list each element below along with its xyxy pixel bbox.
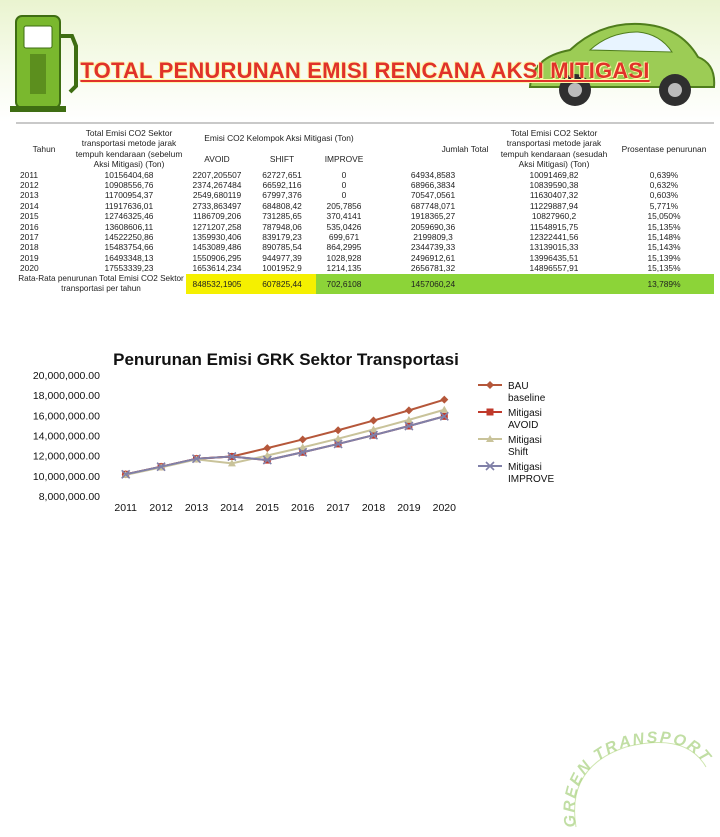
cell-pct: 5,771% <box>649 200 679 211</box>
cell-pct: 15,143% <box>647 242 681 253</box>
cell-improve: 0 <box>341 190 347 201</box>
cell-shift: 684808,42 <box>262 200 302 211</box>
y-tick-label: 10,000,000.00 <box>32 470 100 483</box>
table-row <box>16 170 714 180</box>
data-point <box>299 435 307 443</box>
emission-line-chart <box>0 335 720 540</box>
cell-after: 13996435,51 <box>529 252 579 263</box>
average-row <box>16 274 714 294</box>
header-total-before: Total Emisi CO2 Sektor transportasi metode jarak tempuh kendaraan (sebelum Aksi Mitigasi) (Ton) <box>75 128 183 170</box>
legend-label: Mitigasi <box>508 408 542 419</box>
cell-pct: 0,603% <box>649 190 679 201</box>
cell-before: 16493348,13 <box>104 252 154 263</box>
cell-after: 10827960,2 <box>531 211 577 222</box>
cell-avoid: 1359930,406 <box>192 232 242 243</box>
legend-label: AVOID <box>508 420 539 431</box>
data-point <box>370 417 378 425</box>
cell-improve: 0 <box>341 169 347 180</box>
cell-pct: 15,135% <box>647 263 681 274</box>
emission-table-panel <box>16 122 714 336</box>
x-tick-label: 2015 <box>255 502 279 514</box>
cell-year: 2011 <box>20 169 39 180</box>
cell-pct: 0,632% <box>649 180 679 191</box>
x-tick-label: 2014 <box>220 502 244 514</box>
average-jumlah: 1457060,24 <box>372 274 494 294</box>
data-point <box>440 406 448 413</box>
cell-after: 11630407,32 <box>529 190 579 201</box>
cell-improve: 1214,135 <box>326 263 362 274</box>
legend-item <box>478 435 542 458</box>
x-tick-label: 2013 <box>184 502 209 514</box>
cell-avoid: 1550906,295 <box>192 252 242 263</box>
data-point <box>334 426 342 434</box>
x-axis <box>114 502 456 514</box>
cell-shift: 66592,116 <box>262 180 302 191</box>
average-shift: 607825,44 <box>248 274 316 294</box>
series-line <box>126 410 445 475</box>
cell-pct: 15,135% <box>647 221 681 232</box>
cell-improve: 699,671 <box>328 232 360 243</box>
cell-year: 2013 <box>20 190 39 201</box>
cell-year: 2018 <box>20 242 39 253</box>
header-total-after: Total Emisi CO2 Sektor transportasi metode jarak tempuh kendaraan (sesudah Aksi Mitigasi) (Ton) <box>500 128 608 170</box>
cell-improve: 0 <box>341 180 347 191</box>
average-improve: 702,6108 <box>316 274 372 294</box>
cell-after: 14896557,91 <box>529 263 579 274</box>
x-tick-label: 2016 <box>291 502 315 514</box>
y-tick-label: 14,000,000.00 <box>32 430 100 443</box>
table-row <box>16 242 714 252</box>
cell-before: 10908556,76 <box>104 180 154 191</box>
cell-before: 14522250,86 <box>104 232 154 243</box>
cell-year: 2019 <box>20 252 39 263</box>
header-prosentase: Prosentase penurunan <box>621 143 707 154</box>
header-group: Emisi CO2 Kelompok Aksi Mitigasi (Ton) <box>204 133 354 144</box>
emission-table <box>16 128 714 294</box>
data-point <box>405 406 413 414</box>
cell-avoid: 1653614,234 <box>192 263 242 274</box>
cell-avoid: 1186709,206 <box>192 211 242 222</box>
cell-shift: 944977,39 <box>262 252 302 263</box>
average-pct: 13,789% <box>614 274 714 294</box>
table-row <box>16 211 714 221</box>
cell-jumlah: 64934,8583 <box>410 169 456 180</box>
cell-before: 17553339,23 <box>104 263 154 274</box>
cell-shift: 731285,65 <box>262 211 302 222</box>
cell-after: 10091469,82 <box>529 169 579 180</box>
data-point <box>487 409 494 416</box>
cell-improve: 535,0426 <box>326 221 362 232</box>
table-row <box>16 253 714 263</box>
legend-label: Mitigasi <box>508 435 542 446</box>
cell-before: 11700954,37 <box>104 190 154 201</box>
cell-shift: 1001952,9 <box>262 263 302 274</box>
y-axis <box>33 370 100 503</box>
cell-year: 2012 <box>20 180 39 191</box>
cell-avoid: 2374,267484 <box>192 180 242 191</box>
cell-before: 10156404,68 <box>104 169 154 180</box>
cell-after: 12322441,56 <box>529 232 579 243</box>
green-transport-logo <box>556 727 716 837</box>
cell-before: 12746325,46 <box>104 211 154 222</box>
header-shift: SHIFT <box>269 154 295 165</box>
cell-avoid: 2549,680119 <box>192 190 242 201</box>
cell-year: 2016 <box>20 221 39 232</box>
cell-jumlah: 1918365,27 <box>410 211 456 222</box>
header-improve: IMPROVE <box>324 154 364 165</box>
x-tick-label: 2011 <box>114 502 137 514</box>
average-blank <box>494 274 614 294</box>
average-label: Rata-Rata penurunan Total Emisi CO2 Sektor transportasi per tahun <box>18 273 184 293</box>
x-tick-label: 2020 <box>432 502 456 514</box>
header-avoid: AVOID <box>204 154 230 165</box>
series-lines <box>122 396 449 479</box>
cell-jumlah: 68966,3834 <box>410 180 456 191</box>
table-row <box>16 232 714 242</box>
cell-jumlah: 2344739,33 <box>410 242 456 253</box>
table-body <box>16 170 714 294</box>
y-tick-label: 12,000,000.00 <box>32 450 100 463</box>
cell-improve: 1028,928 <box>326 252 362 263</box>
legend-item <box>478 381 546 404</box>
cell-pct: 15,139% <box>647 252 681 263</box>
legend-label: BAU <box>508 381 529 392</box>
cell-avoid: 1453089,486 <box>192 242 242 253</box>
cell-after: 10839590,38 <box>529 180 579 191</box>
data-point <box>486 381 494 389</box>
chart-legend <box>478 381 554 485</box>
y-tick-label: 16,000,000.00 <box>32 410 100 423</box>
slide-title: TOTAL PENURUNAN EMISI RENCANA AKSI MITIGASI <box>80 58 650 83</box>
cell-avoid: 2207,205507 <box>192 169 242 180</box>
cell-shift: 62727,651 <box>262 169 302 180</box>
cell-year: 2020 <box>20 263 39 274</box>
legend-label: IMPROVE <box>508 474 555 485</box>
legend-label: Mitigasi <box>508 462 542 473</box>
cell-jumlah: 2496912,61 <box>410 252 456 263</box>
legend-label: baseline <box>508 393 546 404</box>
x-tick-label: 2012 <box>149 502 173 514</box>
chart-title: Penurunan Emisi GRK Sektor Transportasi <box>113 350 459 369</box>
cell-pct: 15,050% <box>647 211 681 222</box>
cell-improve: 864,2995 <box>326 242 362 253</box>
cell-pct: 15,148% <box>647 232 681 243</box>
x-tick-label: 2017 <box>326 502 350 514</box>
cell-jumlah: 70547,0561 <box>410 190 456 201</box>
legend-item <box>478 462 554 485</box>
cell-avoid: 1271207,258 <box>192 221 242 232</box>
table-row <box>16 190 714 200</box>
table-row <box>16 201 714 211</box>
cell-shift: 839179,23 <box>262 232 302 243</box>
header-jumlah <box>372 128 436 170</box>
legend-label: Shift <box>508 447 529 458</box>
cell-shift: 67997,376 <box>262 190 302 201</box>
cell-jumlah: 2199809,3 <box>413 232 453 243</box>
cell-improve: 370,4141 <box>326 211 362 222</box>
cell-shift: 787948,06 <box>262 221 302 232</box>
cell-shift: 890785,54 <box>262 242 302 253</box>
cell-year: 2015 <box>20 211 39 222</box>
cell-jumlah: 2059690,36 <box>410 221 456 232</box>
cell-year: 2014 <box>20 200 39 211</box>
cell-after: 13139015,33 <box>529 242 579 253</box>
cell-year: 2017 <box>20 232 39 243</box>
legend-item <box>478 408 542 431</box>
header-jumlah-label: Jumlah Total <box>441 143 489 154</box>
cell-before: 11917636,01 <box>104 200 154 211</box>
series-line <box>126 416 445 474</box>
cell-after: 11229887,94 <box>529 200 579 211</box>
table-row <box>16 263 714 273</box>
cell-before: 13608606,11 <box>104 221 154 232</box>
chart-area <box>0 335 720 829</box>
x-tick-label: 2018 <box>361 502 386 514</box>
cell-jumlah: 687748,071 <box>410 200 456 211</box>
data-point <box>263 444 271 452</box>
table-row <box>16 222 714 232</box>
cell-before: 15483754,66 <box>104 242 154 253</box>
x-tick-label: 2019 <box>397 502 421 514</box>
average-avoid: 848532,1905 <box>186 274 248 294</box>
y-tick-label: 20,000,000.00 <box>32 370 100 382</box>
y-tick-label: 18,000,000.00 <box>32 390 100 403</box>
y-tick-label: 8,000,000.00 <box>38 491 100 503</box>
cell-jumlah: 2656781,32 <box>410 263 456 274</box>
header-tahun: Tahun <box>32 143 56 154</box>
data-point <box>440 396 448 404</box>
series-3 <box>122 406 449 478</box>
table-row <box>16 180 714 190</box>
slide-header <box>0 0 720 122</box>
cell-avoid: 2733,863497 <box>192 200 242 211</box>
svg-text:GREEN TRANSPORT: GREEN TRANSPORT <box>561 729 715 829</box>
cell-improve: 205,7856 <box>326 200 362 211</box>
cell-after: 11548915,75 <box>529 221 579 232</box>
cell-pct: 0,639% <box>649 169 679 180</box>
